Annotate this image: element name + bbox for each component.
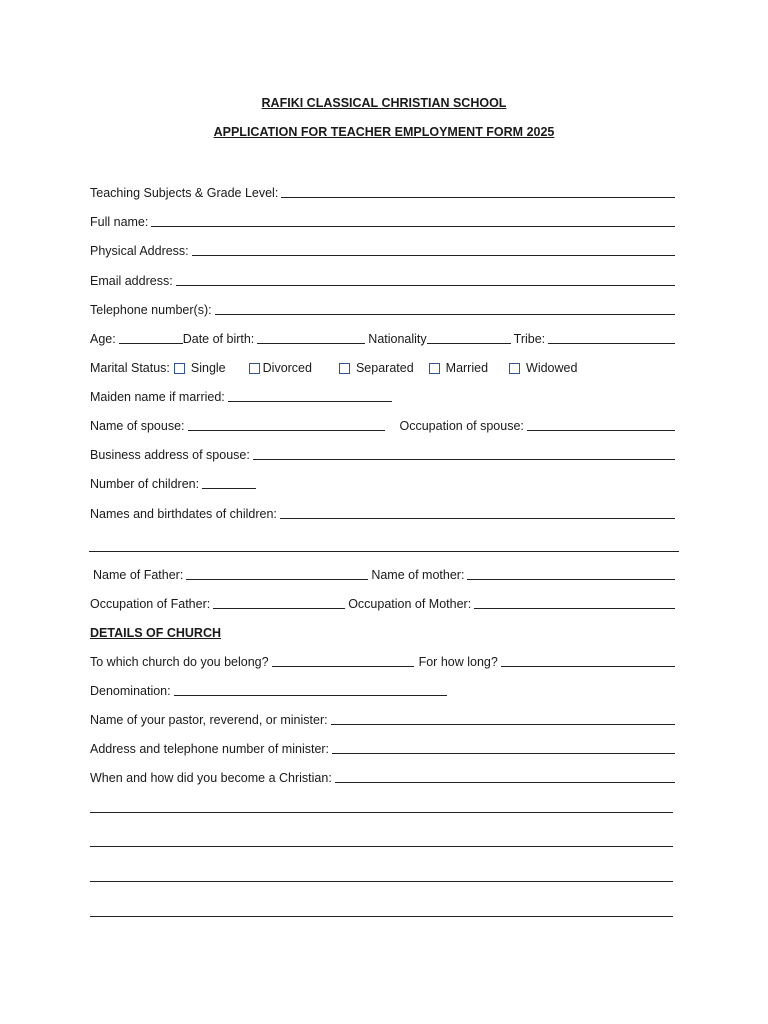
children-names-row bbox=[90, 505, 678, 521]
teaching-subjects-row bbox=[90, 184, 678, 200]
became-christian-field[interactable] bbox=[335, 770, 675, 783]
marital-status-row bbox=[90, 359, 678, 375]
children-count-row bbox=[90, 475, 678, 491]
email-label: Email address: bbox=[90, 274, 173, 288]
church-membership-row bbox=[90, 653, 678, 669]
age-label: Age: bbox=[90, 332, 116, 346]
spouse-name-field[interactable] bbox=[188, 418, 385, 431]
denomination-label: Denomination: bbox=[90, 684, 171, 698]
tribe-field[interactable] bbox=[548, 331, 675, 344]
age-field[interactable] bbox=[119, 331, 183, 344]
pastor-name-field[interactable] bbox=[331, 712, 675, 725]
minister-contact-field[interactable] bbox=[332, 741, 675, 754]
which-church-field[interactable] bbox=[272, 654, 414, 667]
maiden-name-row bbox=[90, 388, 678, 404]
parents-names-row bbox=[93, 566, 678, 582]
mother-name-label: Name of mother: bbox=[371, 568, 465, 582]
divorced-checkbox[interactable] bbox=[249, 363, 260, 374]
mother-occupation-label: Occupation of Mother: bbox=[348, 597, 472, 611]
telephone-label: Telephone number(s): bbox=[90, 303, 212, 317]
spouse-name-label: Name of spouse: bbox=[90, 419, 185, 433]
testimony-line-3[interactable] bbox=[90, 881, 673, 882]
full-name-row bbox=[90, 213, 678, 229]
teaching-subjects-label: Teaching Subjects & Grade Level: bbox=[90, 186, 279, 200]
telephone-field[interactable] bbox=[215, 302, 675, 315]
widowed-checkbox[interactable] bbox=[509, 363, 520, 374]
school-name: RAFIKI CLASSICAL CHRISTIAN SCHOOL bbox=[261, 96, 507, 110]
became-christian-label: When and how did you become a Christian: bbox=[90, 771, 332, 785]
marital-status-label: Marital Status: bbox=[90, 361, 170, 375]
children-names-extra-line[interactable] bbox=[89, 551, 679, 552]
num-children-label: Number of children: bbox=[90, 477, 200, 491]
minister-contact-label: Address and telephone number of minister: bbox=[90, 742, 330, 756]
full-name-label: Full name: bbox=[90, 215, 149, 229]
single-checkbox[interactable] bbox=[174, 363, 185, 374]
became-christian-row bbox=[90, 769, 678, 785]
single-option-label: Single bbox=[190, 361, 226, 375]
tribe-label: Tribe: bbox=[513, 332, 546, 346]
married-checkbox[interactable] bbox=[429, 363, 440, 374]
minister-contact-row bbox=[90, 740, 678, 756]
form-title: APPLICATION FOR TEACHER EMPLOYMENT FORM 2025 bbox=[213, 125, 555, 139]
testimony-line-1[interactable] bbox=[90, 812, 673, 813]
spouse-row bbox=[90, 417, 678, 433]
email-field[interactable] bbox=[176, 273, 675, 286]
church-section-title: DETAILS OF CHURCH bbox=[90, 626, 222, 640]
email-row bbox=[90, 272, 678, 288]
physical-address-label: Physical Address: bbox=[90, 244, 189, 258]
testimony-line-4[interactable] bbox=[90, 916, 673, 917]
separated-checkbox[interactable] bbox=[339, 363, 350, 374]
maiden-name-field[interactable] bbox=[228, 389, 392, 402]
full-name-field[interactable] bbox=[151, 214, 675, 227]
dob-label: Date of birth: bbox=[182, 332, 255, 346]
physical-address-field[interactable] bbox=[192, 243, 675, 256]
which-church-label: To which church do you belong? bbox=[90, 655, 269, 669]
widowed-option-label: Widowed bbox=[526, 361, 578, 375]
father-name-label: Name of Father: bbox=[93, 568, 184, 582]
separated-option-label: Separated bbox=[355, 361, 414, 375]
parents-occupation-row bbox=[90, 595, 678, 611]
nationality-label: Nationality bbox=[368, 332, 427, 346]
spouse-business-address-label: Business address of spouse: bbox=[90, 448, 250, 462]
pastor-name-label: Name of your pastor, reverend, or minister: bbox=[90, 713, 328, 727]
spouse-business-row bbox=[90, 446, 678, 462]
children-names-label: Names and birthdates of children: bbox=[90, 507, 277, 521]
married-option-label: Married bbox=[445, 361, 489, 375]
num-children-field[interactable] bbox=[202, 476, 256, 489]
pastor-name-row bbox=[90, 711, 678, 727]
spouse-occupation-label: Occupation of spouse: bbox=[399, 419, 524, 433]
spouse-occupation-field[interactable] bbox=[527, 418, 675, 431]
maiden-name-label: Maiden name if married: bbox=[90, 390, 225, 404]
denomination-row bbox=[90, 682, 678, 698]
divorced-option-label: Divorced bbox=[262, 361, 312, 375]
telephone-row bbox=[90, 301, 678, 317]
mother-occupation-field[interactable] bbox=[474, 596, 675, 609]
spouse-business-address-field[interactable] bbox=[253, 447, 675, 460]
physical-address-row bbox=[90, 242, 678, 258]
church-section-row bbox=[90, 624, 678, 640]
nationality-field[interactable] bbox=[427, 331, 511, 344]
how-long-field[interactable] bbox=[501, 654, 675, 667]
father-occupation-field[interactable] bbox=[213, 596, 345, 609]
mother-name-field[interactable] bbox=[467, 567, 675, 580]
father-name-field[interactable] bbox=[186, 567, 368, 580]
children-names-field[interactable] bbox=[280, 506, 675, 519]
teaching-subjects-field[interactable] bbox=[281, 185, 675, 198]
personal-details-row bbox=[90, 330, 678, 346]
testimony-line-2[interactable] bbox=[90, 846, 673, 847]
dob-field[interactable] bbox=[257, 331, 365, 344]
father-occupation-label: Occupation of Father: bbox=[90, 597, 211, 611]
denomination-field[interactable] bbox=[174, 683, 447, 696]
how-long-label: For how long? bbox=[418, 655, 498, 669]
